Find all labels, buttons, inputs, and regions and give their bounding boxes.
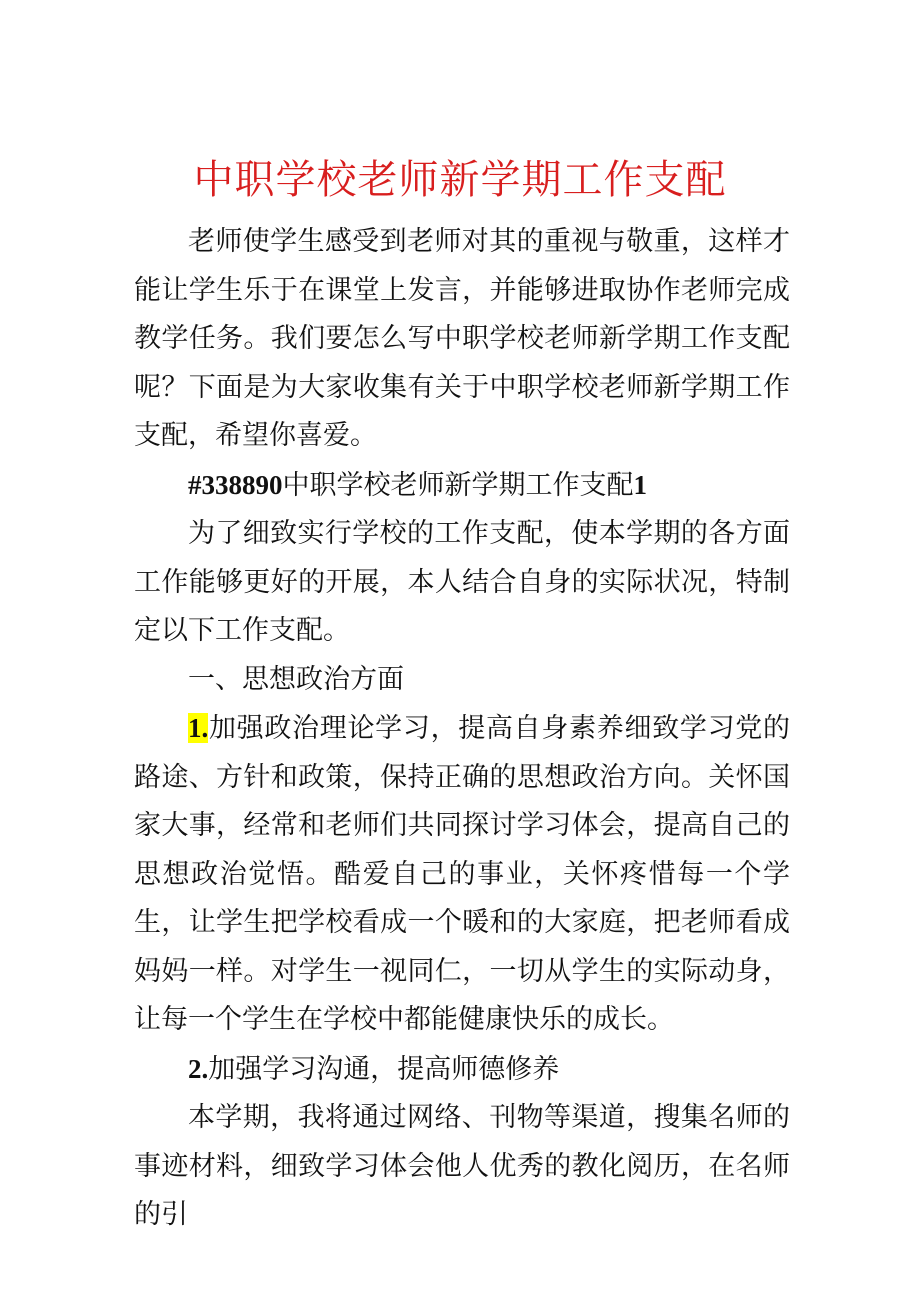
document-body [134,218,790,1240]
item-2-text: 加强学习沟通，提高师德修养 [208,1053,560,1085]
item-2-heading [134,1045,790,1095]
part-heading: 一、思想政治方面 [188,663,404,695]
item-1-text: 加强政治理论学习，提高自身素养细致学习党的路途、方针和政策，保持正确的思想政治方向。关怀国家大事，经常和老师们共同探讨学习体会，提高自己的思想政治觉悟。酷爱自己的事业，关怀疼惜每一个学生，让学生把学校看成一个暖和的大家庭，把老师看成妈妈一样。对学生一视同仁，一切从学生的实际动身，让每一个学生在学校中都能健康快乐的成长。 [134,713,790,1035]
intro-paragraph: 老师使学生感受到老师对其的重视与敬重，这样才能让学生乐于在课堂上发言，并能够进取协作老师完成教学任务。我们要怎么写中职学校老师新学期工作支配呢？下面是为大家收集有关于中职学校老师新学期工作支配，希望你喜爱。 [134,226,790,451]
item-2-number: 2. [188,1053,209,1084]
document-title: 中职学校老师新学期工作支配 [193,157,727,203]
item-1-number: 1. [188,713,209,743]
item-2-body-paragraph: 本学期，我将通过网络、刊物等渠道，搜集名师的事迹材料，细致学习体会他人优秀的教化阅历，在名师的引 [134,1102,790,1230]
item-1-paragraph [134,704,790,1045]
section-suffix: 1 [633,469,647,500]
section-heading [134,461,790,511]
section-heading-text: 中职学校老师新学期工作支配 [282,469,634,501]
section-intro-paragraph: 为了细致实行学校的工作支配，使本学期的各方面工作能够更好的开展，本人结合自身的实际状况，特制定以下工作支配。 [134,518,790,646]
section-number: #338890 [188,469,283,500]
